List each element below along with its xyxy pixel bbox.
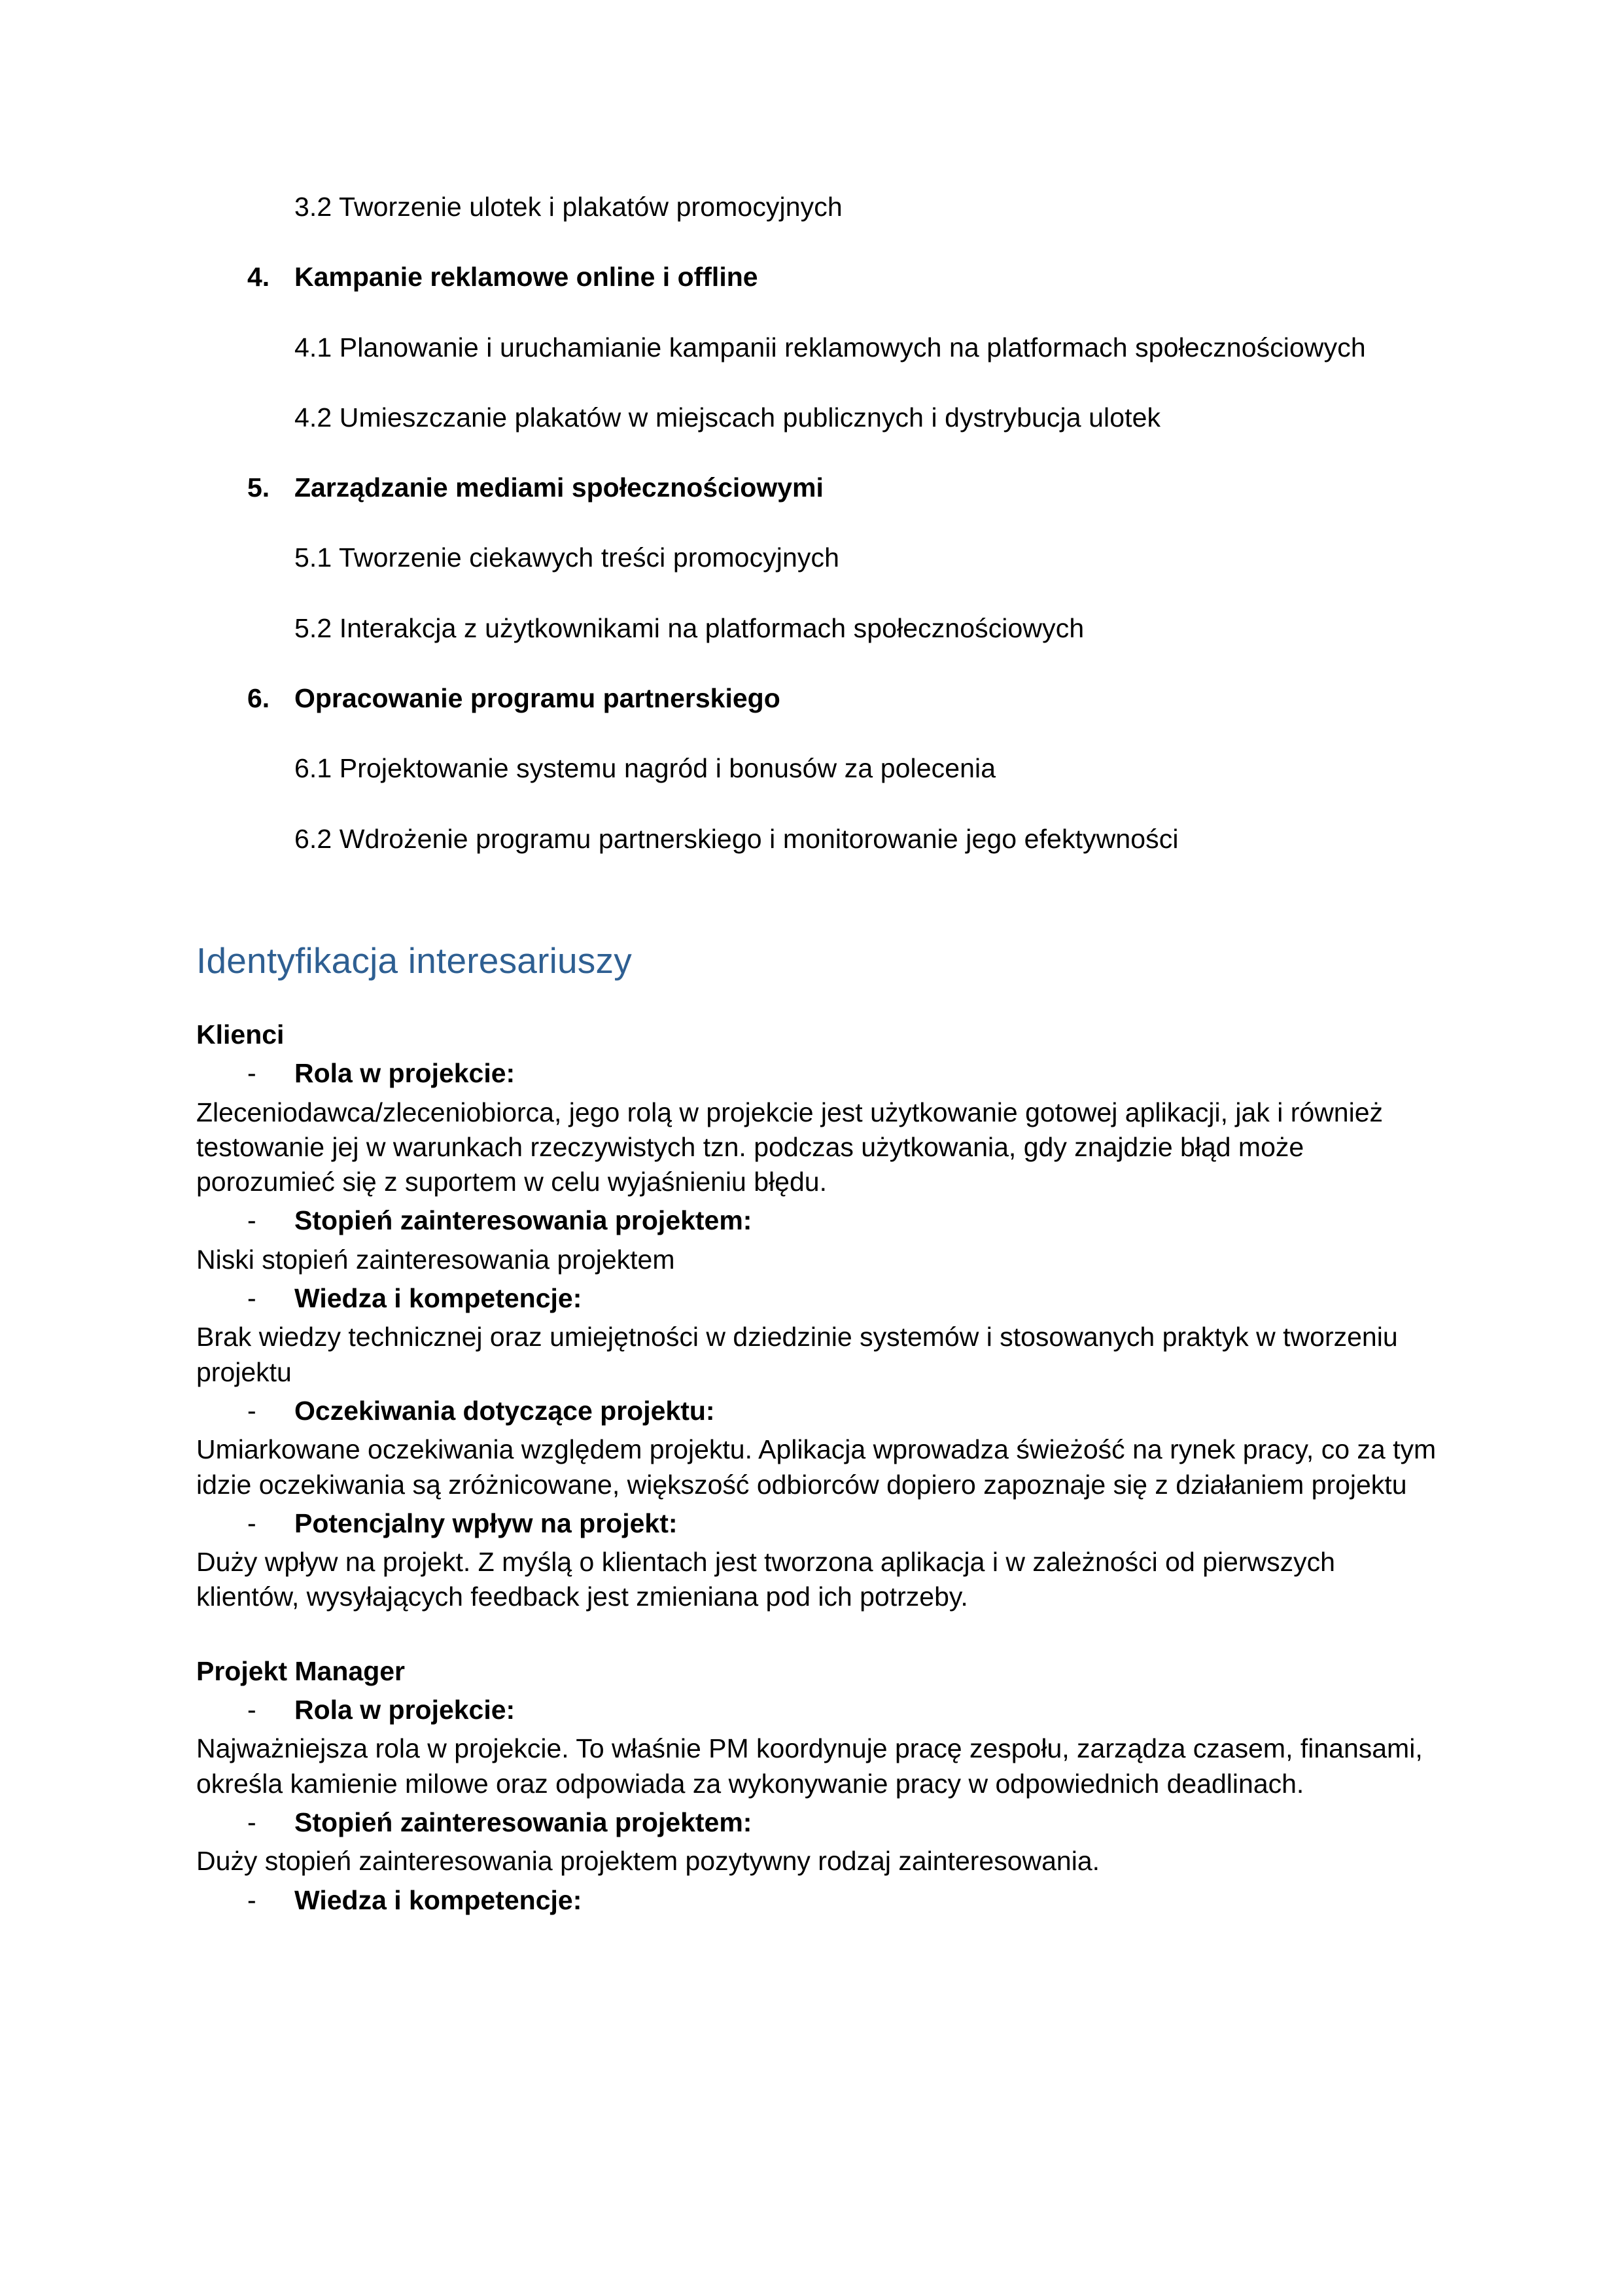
outline-sub-item: 4.2 Umieszczanie plakatów w miejscach publicznych i dystrybucja ulotek [294, 402, 1161, 433]
outline-list [196, 190, 1439, 857]
dash-bullet-icon: - [247, 1283, 256, 1314]
stakeholders-list [196, 1017, 1439, 1918]
outline-item-label: Zarządzanie mediami społecznościowymi [294, 472, 824, 503]
section-spacer [196, 1619, 1439, 1654]
outline-sub-item: 5.1 Tworzenie ciekawych treści promocyjnych [294, 542, 839, 573]
stakeholder-attribute-row [196, 1281, 1439, 1316]
outline-sub-item: 4.1 Planowanie i uruchamianie kampanii reklamowych na platformach społecznościowych [294, 332, 1366, 362]
outline-numbered-item [196, 260, 1439, 294]
outline-item-label: Opracowanie programu partnerskiego [294, 683, 780, 714]
stakeholder-title: Klienci [196, 1019, 285, 1050]
outline-sub-item: 6.2 Wdrożenie programu partnerskiego i monitorowanie jego efektywności [294, 823, 1179, 854]
stakeholder-attribute-body: Duży stopień zainteresowania projektem pozytywny rodzaj zainteresowania. [196, 1846, 1100, 1877]
stakeholder-attribute-label: Potencjalny wpływ na projekt: [294, 1508, 678, 1538]
stakeholder-attribute-body: Najważniejsza rola w projekcie. To właśnie PM koordynuje pracę zespołu, zarządza czasem, finansami, określa kamienie milowe oraz odpowiada za wykonywanie pracy w odpowiednich deadlinach. [196, 1733, 1423, 1799]
stakeholder-block [196, 1654, 1439, 1918]
outline-numbered-item [196, 681, 1439, 716]
stakeholder-attribute-body: Brak wiedzy technicznej oraz umiejętności w dziedzinie systemów i stosowanych praktyk w tworzeniu projektu [196, 1322, 1398, 1387]
document-content [196, 190, 1439, 1922]
stakeholder-attribute-row [196, 1693, 1439, 1727]
stakeholder-attribute-body: Umiarkowane oczekiwania względem projektu. Aplikacja wprowadza świeżość na rynek pracy, co za tym idzie oczekiwania są zróżnicowane, większość odbiorców dopiero zapoznaje się z działaniem projektu [196, 1434, 1437, 1500]
outline-sub-item: 6.1 Projektowanie systemu nagród i bonusów za polecenia [294, 753, 996, 784]
stakeholder-attribute-row [196, 1394, 1439, 1428]
stakeholder-title: Projekt Manager [196, 1655, 405, 1686]
stakeholder-attribute-label: Stopień zainteresowania projektem: [294, 1205, 752, 1236]
stakeholder-attribute-body: Niski stopień zainteresowania projektem [196, 1244, 675, 1275]
stakeholder-attribute-body: Zleceniodawca/zleceniobiorca, jego rolą w projekcie jest użytkowanie gotowej aplikacji, jak i również testowanie jej w warunkach rzeczywistych tzn. podczas użytkowania, gdy znajdzie błąd może porozumieć się z suportem w celu wyjaśnieniu błędu. [196, 1097, 1384, 1197]
stakeholder-attribute-row [196, 1203, 1439, 1238]
dash-bullet-icon: - [247, 1884, 256, 1915]
outline-item-label: Kampanie reklamowe online i offline [294, 262, 758, 292]
stakeholder-attribute-label: Wiedza i kompetencje: [294, 1884, 582, 1915]
outline-item-number: 4. [247, 262, 270, 292]
stakeholder-attribute-row [196, 1506, 1439, 1541]
dash-bullet-icon: - [247, 1695, 256, 1725]
outline-item-number: 5. [247, 472, 270, 503]
stakeholder-attribute-label: Wiedza i kompetencje: [294, 1283, 582, 1314]
stakeholder-block [196, 1017, 1439, 1615]
stakeholder-attribute-label: Rola w projekcie: [294, 1695, 515, 1725]
stakeholder-attribute-row [196, 1056, 1439, 1091]
dash-bullet-icon: - [247, 1807, 256, 1837]
stakeholder-attribute-body: Duży wpływ na projekt. Z myślą o klientach jest tworzona aplikacja i w zależności od pierwszych klientów, wysyłających feedback jest zmieniana pod ich potrzeby. [196, 1547, 1335, 1612]
dash-bullet-icon: - [247, 1205, 256, 1236]
stakeholder-attribute-label: Rola w projekcie: [294, 1058, 515, 1089]
stakeholder-attribute-row [196, 1883, 1439, 1918]
dash-bullet-icon: - [247, 1395, 256, 1426]
section-heading: Identyfikacja interesariuszy [196, 940, 632, 981]
outline-item-number: 6. [247, 683, 270, 714]
stakeholder-attribute-label: Oczekiwania dotyczące projektu: [294, 1395, 715, 1426]
stakeholder-attribute-label: Stopień zainteresowania projektem: [294, 1807, 752, 1837]
stakeholder-attribute-row [196, 1805, 1439, 1840]
dash-bullet-icon: - [247, 1058, 256, 1089]
outline-sub-item: 3.2 Tworzenie ulotek i plakatów promocyjnych [294, 192, 843, 222]
outline-sub-item: 5.2 Interakcja z użytkownikami na platformach społecznościowych [294, 612, 1085, 643]
outline-numbered-item [196, 470, 1439, 505]
dash-bullet-icon: - [247, 1508, 256, 1538]
